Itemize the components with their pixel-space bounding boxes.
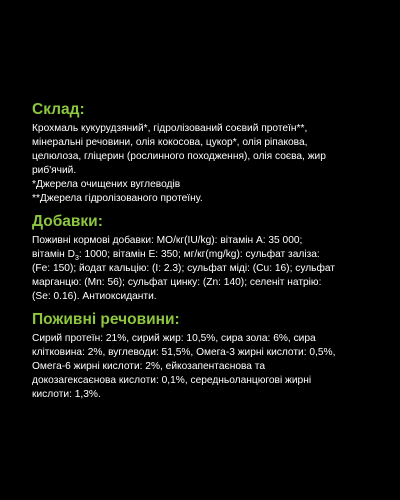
additives-line: (Se: 0.16). Антиоксиданти. — [32, 291, 157, 302]
composition-section — [32, 100, 370, 206]
composition-heading: Склад: — [32, 101, 85, 118]
additives-text — [32, 234, 370, 304]
nutrients-heading: Поживні речовини: — [32, 311, 180, 328]
composition-line: целюлоза, гліцерин (рослинного походження), олія соєва, жир — [32, 151, 326, 162]
nutrients-line: докозагексаєнова кислоти: 0,1%, середньоланцюгові жирні — [32, 375, 312, 386]
nutrients-line: кислоти: 1,3%. — [32, 389, 101, 400]
nutrients-line: Омега-6 жирні кислоти: 2%, ейкозапентаєнова та — [32, 361, 266, 372]
vitamin-d-rest: : 1000; вітамін Е: 350; мг/кг(mg/kg): сульфат заліза: — [78, 249, 320, 260]
composition-line: Крохмаль кукурудзяний*, гідролізований соєвий протеїн**, — [32, 123, 308, 134]
composition-line: риб'ячий. — [32, 165, 77, 176]
additives-section — [32, 212, 370, 304]
vitamin-d-label: вітамін D — [32, 249, 75, 260]
vitamin-d-subscript: 3 — [74, 255, 79, 263]
additives-line: (Fe: 150); йодат кальцію: (I: 2.3); сульфат міді: (Cu: 16); сульфат — [32, 263, 335, 274]
composition-text — [32, 122, 370, 206]
additives-heading: Добавки: — [32, 213, 103, 230]
additives-line: марганцю: (Mn: 56); сульфат цинку: (Zn: 140); селеніт натрію: — [32, 277, 322, 288]
nutrients-text — [32, 332, 370, 402]
nutrients-line: клітковина: 2%, вуглеводи: 51,5%, Омега-3 жирні кислоти: 0,5%, — [32, 347, 336, 358]
composition-line: мінеральні речовини, олія кокосова, цукор*, олія ріпакова, — [32, 137, 308, 148]
additives-line — [32, 248, 370, 262]
nutrients-section — [32, 310, 370, 402]
composition-footnote: **Джерела гідролізованого протеїну. — [32, 193, 203, 204]
composition-footnote: *Джерела очищених вуглеводів — [32, 179, 181, 190]
nutrients-line: Сирий протеїн: 21%, сирий жир: 10,5%, сира зола: 6%, сира — [32, 333, 316, 344]
additives-line: Поживні кормові добавки: МО/кг(IU/kg): вітамін А: 35 000; — [32, 235, 303, 246]
